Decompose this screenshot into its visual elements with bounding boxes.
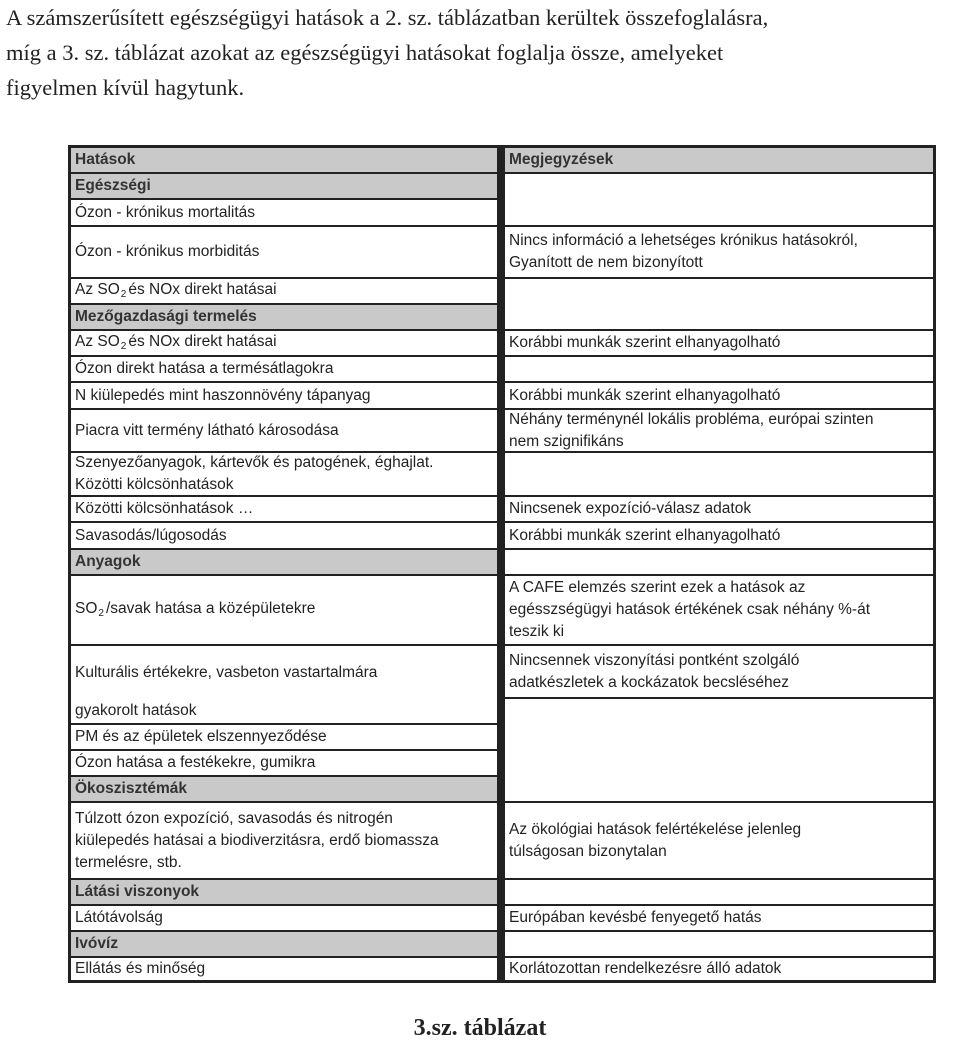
header-notes: Megjegyzések <box>505 148 933 174</box>
notes-column <box>505 148 933 980</box>
note-row: Korábbi munkák szerint elhanyagolható <box>505 383 933 410</box>
category-ecosystems: Ökoszisztémák <box>71 777 497 803</box>
note-row <box>505 453 933 497</box>
effect-row: Kulturális értékekre, vasbeton vastartalmára <box>75 663 378 681</box>
effect-row: Ózon direkt hatása a termésátlagokra <box>71 357 497 383</box>
intro-line: A számszerűsített egészségügyi hatások a 2. sz. táblázatban kerültek összefoglalásra, <box>6 5 769 30</box>
effect-row: Ellátás és minőség <box>75 960 206 977</box>
effect-row: Ózon - krónikus morbiditás <box>71 227 497 279</box>
category-materials: Anyagok <box>71 550 497 576</box>
note-row <box>505 357 933 383</box>
column-divider <box>497 148 505 980</box>
effect-row: Az SO2 és NOx direkt hatásai <box>71 331 497 357</box>
note-row: Nincsenek expozíció-válasz adatok <box>505 497 933 523</box>
effect-row: gyakorolt hatások <box>71 699 497 725</box>
effect-row: Szenyezőanyagok, kártevők és patogének, éghajlat. Közötti kölcsönhatások <box>71 453 497 497</box>
category-agriculture: Mezőgazdasági termelés <box>71 305 497 331</box>
note-row <box>505 880 933 906</box>
note-row: Európában kevésbé fenyegető hatás <box>505 906 933 932</box>
effect-row: Látótávolság <box>71 906 497 932</box>
effect-row: Ózon hatása a festékekre, gumikra <box>71 751 497 777</box>
note-row: Nincsennek viszonyítási pontként szolgáló adatkészletek a kockázatok becsléséhez <box>505 646 933 699</box>
effect-row: Ózon - krónikus mortalitás <box>71 200 497 227</box>
effect-row: Túlzott ózon expozíció, savasodás és nitrogén kiülepedés hatásai a biodiverzitásra, erdő biomassza termelésre, stb. <box>71 803 497 880</box>
effect-row: Az SO2 és NOx direkt hatásai <box>71 279 497 305</box>
note-row: Korábbi munkák szerint elhanyagolható <box>505 523 933 550</box>
note-row <box>505 550 933 576</box>
note-row: Az ökológiai hatások felértékelése jelenleg túlságosan bizonytalan <box>505 803 933 880</box>
table-caption: 3.sz. táblázat <box>413 1015 547 1041</box>
note-row: A CAFE elemzés szerint ezek a hatások az egésszségügyi hatások értékének csak néhány %-át teszik ki <box>505 576 933 646</box>
effect-row: N kiülepedés mint haszonnövény tápanyag <box>71 383 497 410</box>
category-visibility: Látási viszonyok <box>71 880 497 906</box>
effect-row: Savasodás/lúgosodás <box>71 523 497 550</box>
effects-column <box>71 148 497 980</box>
effect-row: Közötti kölcsönhatások … <box>71 497 497 523</box>
note-row <box>505 279 933 331</box>
note-row: Korábbi munkák szerint elhanyagolható <box>505 331 933 357</box>
effect-row: PM és az épületek elszennyeződése <box>71 725 497 751</box>
note-row <box>505 932 933 958</box>
note-row <box>505 699 933 803</box>
intro-line: míg a 3. sz. táblázat azokat az egészségügyi hatásokat foglalja össze, amelyeket <box>6 40 724 65</box>
category-drinking-water: Ivóvíz <box>71 932 497 958</box>
category-health: Egészségi <box>71 174 497 200</box>
effects-table <box>68 145 936 983</box>
intro-paragraph <box>6 0 954 105</box>
note-row <box>505 174 933 227</box>
note-row: Nincs információ a lehetséges krónikus hatásokról, Gyanított de nem bizonyított <box>505 227 933 279</box>
header-effects: Hatások <box>71 148 497 174</box>
intro-line: figyelmen kívül hagytunk. <box>6 75 245 100</box>
effect-row: Piacra vitt termény látható károsodása <box>71 410 497 453</box>
note-row: Néhány terménynél lokális probléma, európai szinten nem szignifikáns <box>505 410 933 453</box>
effect-row: SO2 /savak hatása a középületekre <box>71 576 497 646</box>
note-row: Korlátozottan rendelkezésre álló adatok <box>509 960 782 977</box>
